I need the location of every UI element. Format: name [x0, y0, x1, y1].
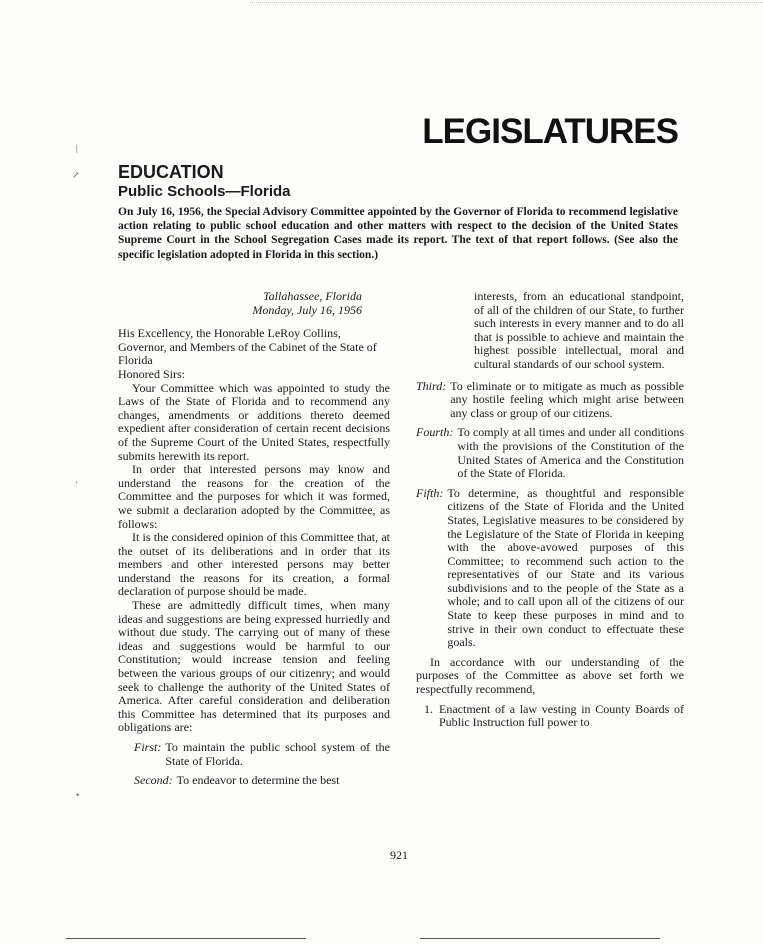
letter-place: Tallahassee, Florida	[263, 289, 362, 303]
purpose-text: To eliminate or to mitigate as much as possible any hostile feeling which might arise between any class or group of our citizens.	[450, 378, 684, 420]
bottom-rule	[420, 938, 660, 939]
purpose-label: Second:	[134, 773, 173, 788]
margin-mark: •	[76, 790, 80, 800]
purpose-text: To comply at all times and under all conditions with the provisions of the Constitution of the United States of America and the Constitution of the State of Florida.	[457, 425, 684, 481]
letter-address: His Excellency, the Honorable LeRoy Collins, Governor, and Members of the Cabinet of the State of Florida	[118, 326, 377, 368]
recommendation-text: Enactment of a law vesting in County Boards of Public Instruction full power to	[439, 701, 684, 730]
purpose-label: Fifth:	[416, 485, 444, 500]
section-subtitle: Public Schools—Florida	[118, 183, 291, 200]
intro-paragraph: On July 16, 1956, the Special Advisory Committee appointed by the Governor of Florida to recommend legislative action relating to public school education and other matters with respect to the decision of the United States Supreme Court in the School Segregation Cases made its report. The text of that report follows. (See also the specific legislation adopted in Florida in this section.)	[118, 206, 678, 261]
top-dotted-rule	[250, 2, 763, 3]
purpose-text: To maintain the public school system of the State of Florida.	[165, 740, 390, 768]
purpose-text: To endeavor to determine the best	[176, 773, 340, 788]
recommendation-item	[416, 703, 684, 730]
purpose-second	[118, 774, 390, 788]
right-column	[416, 290, 684, 730]
margin-mark: ↗	[72, 170, 80, 180]
letter-salutation: Honored Sirs:	[118, 366, 185, 381]
purpose-third	[416, 380, 684, 421]
purpose-label: First:	[134, 740, 162, 754]
page-number: 921	[390, 848, 408, 862]
page-banner: LEGISLATURES	[422, 112, 678, 151]
margin-mark: |	[76, 143, 78, 153]
purpose-text: To determine, as thoughtful and responsible citizens of the State of Florida and the United States, Legislative measures to be considered by the Legislature of the State of Florida in keeping with the above-avowed purposes of this Committee; to recommend such action to the representatives of our State and its various subdivisions and to the people of the State as a whole; and to call upon all of the citizens of our State to keep these purposes in mind and to strive in their own conduct to effectuate these goals.	[447, 485, 684, 650]
body-paragraph: In order that interested persons may know and understand the reasons for the creation of the Committee and the purposes for which it was formed, we submit a declaration adopted by the Committee, as follows:	[118, 462, 390, 531]
purpose-fourth	[416, 426, 684, 480]
purpose-fifth	[416, 487, 684, 650]
bottom-rule	[66, 938, 306, 939]
section-title: EDUCATION	[118, 162, 224, 182]
body-paragraph: It is the considered opinion of this Committee that, at the outset of its deliberations and in order that its members and other interested persons may better understand the reasons for its creation, a formal declaration of purpose should be made.	[118, 530, 390, 599]
recommendation-number: 1.	[424, 701, 433, 716]
body-paragraph: These are admittedly difficult times, when many ideas and suggestions are being expressed hurriedly and without due study. The carrying out of many of these ideas and suggestions would be harmful to our Constitution; would increase tension and feeling between the various groups of our citizenry; and would seek to challenge the authority of the United States of America. After careful consideration and deliberation this Committee has determined that its purposes and obligations are:	[118, 598, 390, 735]
purpose-second-continued: interests, from an educational standpoint, of all of the children of our State, to further such interests in every manner and to do all that is possible to achieve and maintain the highest possible intellectual, moral and cultural standards of our school system.	[474, 289, 684, 371]
purpose-first	[118, 741, 390, 768]
margin-mark: '	[76, 480, 78, 490]
purpose-label: Fourth:	[416, 425, 454, 440]
left-column	[118, 290, 390, 794]
purpose-label: Third:	[416, 378, 447, 393]
letter-date: Monday, July 16, 1956	[252, 302, 362, 317]
accordance-paragraph: In accordance with our understanding of the purposes of the Committee as above set forth we respectfully recommend,	[416, 654, 684, 697]
body-paragraph: Your Committee which was appointed to study the Laws of the State of Florida and to recommend any changes, amendments or additions thereto deemed expedient after consideration of certain recent decisions of the Supreme Court of the United States, respectfully submits herewith its report.	[118, 380, 390, 463]
